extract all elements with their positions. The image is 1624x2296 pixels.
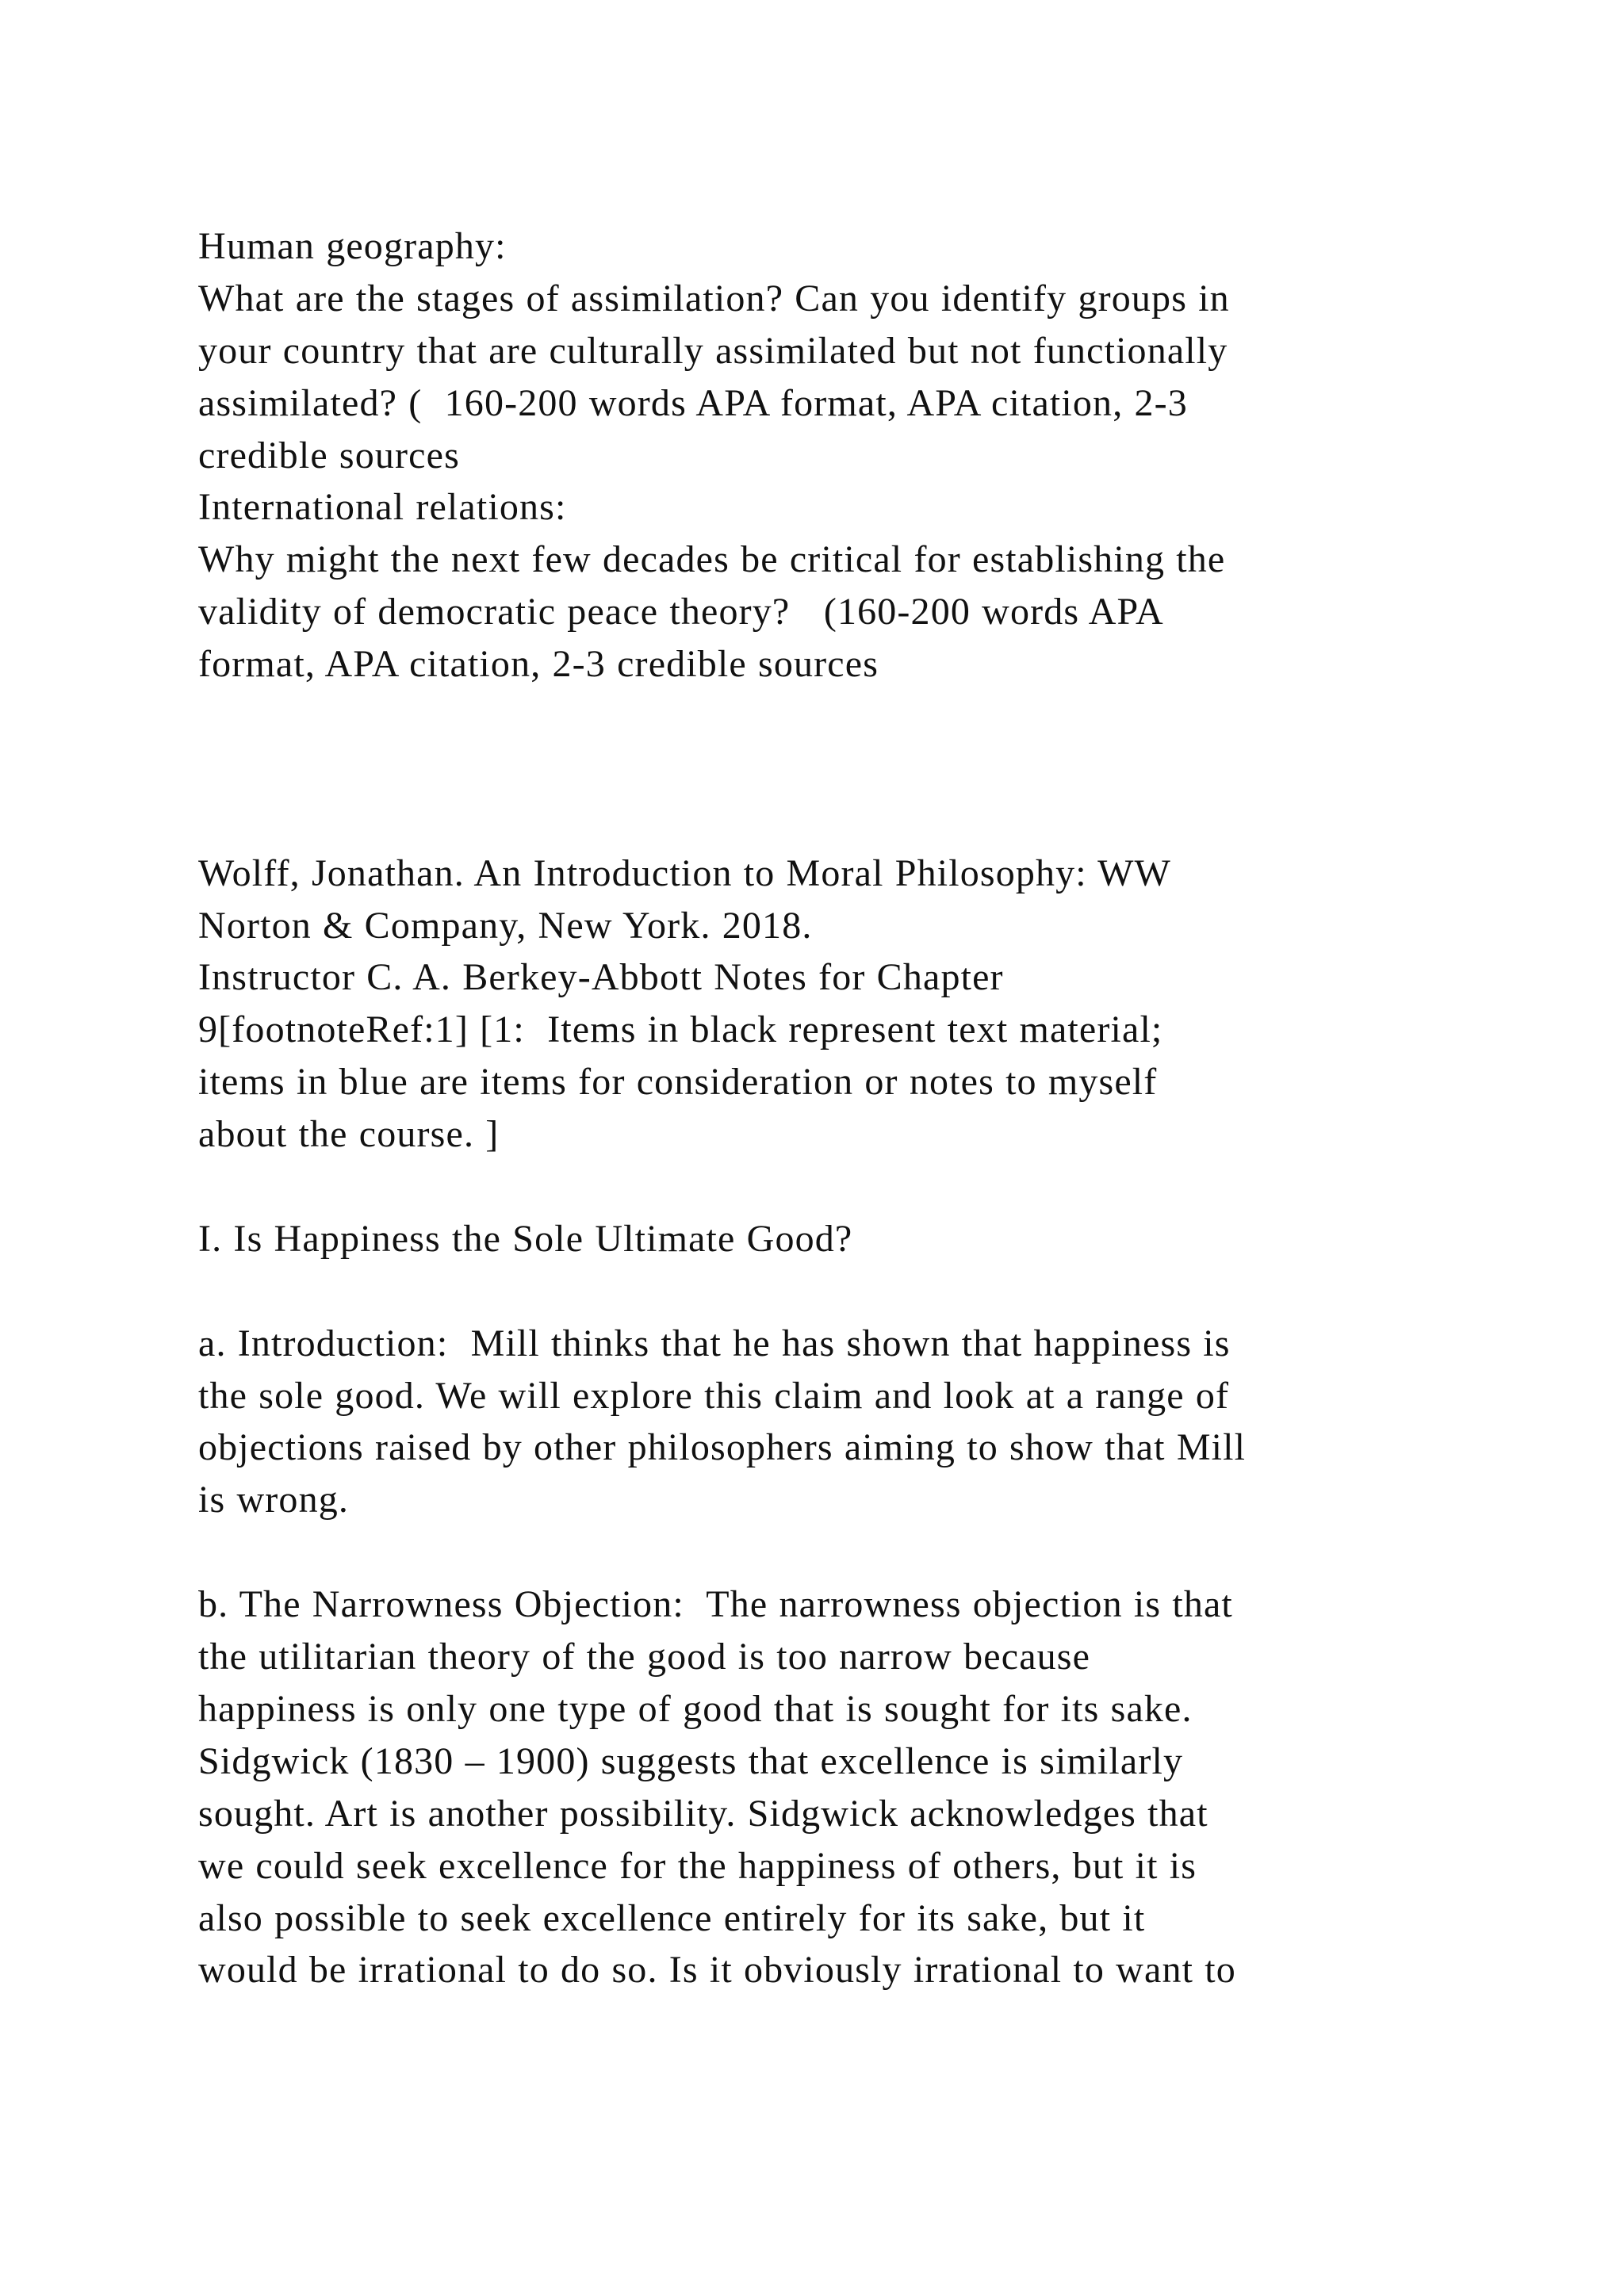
citation-line: Norton & Company, New York. 2018. — [198, 904, 813, 947]
spacer — [198, 1265, 1451, 1318]
text-line: Why might the next few decades be critical for establishing the — [198, 538, 1226, 581]
citation-block — [198, 848, 1451, 1161]
text-line: also possible to seek excellence entirely for its sake, but it — [198, 1896, 1146, 1939]
text-line: b. The Narrowness Objection: The narrowness objection is that — [198, 1583, 1233, 1626]
footnote-line: items in blue are items for consideration or notes to myself — [198, 1061, 1158, 1104]
text-line: is wrong. — [198, 1479, 350, 1521]
spacer — [198, 691, 1451, 743]
text-line: validity of democratic peace theory? (160-200 words APA — [198, 591, 1164, 633]
footnote-line: 9[footnoteRef:1] [1: Items in black represent text material; — [198, 1008, 1163, 1051]
text-line: the sole good. We will explore this claim and look at a range of — [198, 1374, 1230, 1417]
section-heading-human-geography: Human geography: — [198, 225, 507, 267]
paragraph-narrowness-objection — [198, 1578, 1451, 1996]
text-line: happiness is only one type of good that is sought for its sake. — [198, 1687, 1193, 1730]
paragraph-introduction — [198, 1318, 1451, 1527]
text-line: What are the stages of assimilation? Can you identify groups in — [198, 277, 1230, 320]
assignment-prompts — [198, 220, 1451, 691]
text-line: credible sources — [198, 434, 460, 476]
text-line: Sidgwick (1830 – 1900) suggests that excellence is similarly — [198, 1739, 1184, 1782]
spacer — [198, 795, 1451, 848]
spacer — [198, 1526, 1451, 1578]
spacer — [198, 1161, 1451, 1213]
text-line: assimilated? ( 160-200 words APA format, APA citation, 2-3 — [198, 381, 1188, 424]
text-line: sought. Art is another possibility. Sidgwick acknowledges that — [198, 1792, 1208, 1835]
section-heading: I. Is Happiness the Sole Ultimate Good? — [198, 1217, 853, 1260]
text-line: the utilitarian theory of the good is too narrow because — [198, 1636, 1091, 1678]
text-line: would be irrational to do so. Is it obviously irrational to want to — [198, 1949, 1236, 1992]
text-line: objections raised by other philosophers aiming to show that Mill — [198, 1426, 1247, 1469]
spacer — [198, 743, 1451, 795]
text-line: we could seek excellence for the happiness of others, but it is — [198, 1844, 1197, 1887]
text-line: your country that are culturally assimilated but not functionally — [198, 329, 1228, 372]
text-line: a. Introduction: Mill thinks that he has shown that happiness is — [198, 1322, 1231, 1364]
section-heading-international-relations: International relations: — [198, 486, 567, 529]
section-heading-block — [198, 1213, 1451, 1265]
document-body — [198, 220, 1451, 1996]
citation-line: Wolff, Jonathan. An Introduction to Moral Philosophy: WW — [198, 851, 1171, 894]
footnote-line: about the course. ] — [198, 1113, 500, 1156]
text-line: format, APA citation, 2-3 credible sources — [198, 643, 879, 686]
notes-title-line: Instructor C. A. Berkey-Abbott Notes for Chapter — [198, 956, 1004, 999]
